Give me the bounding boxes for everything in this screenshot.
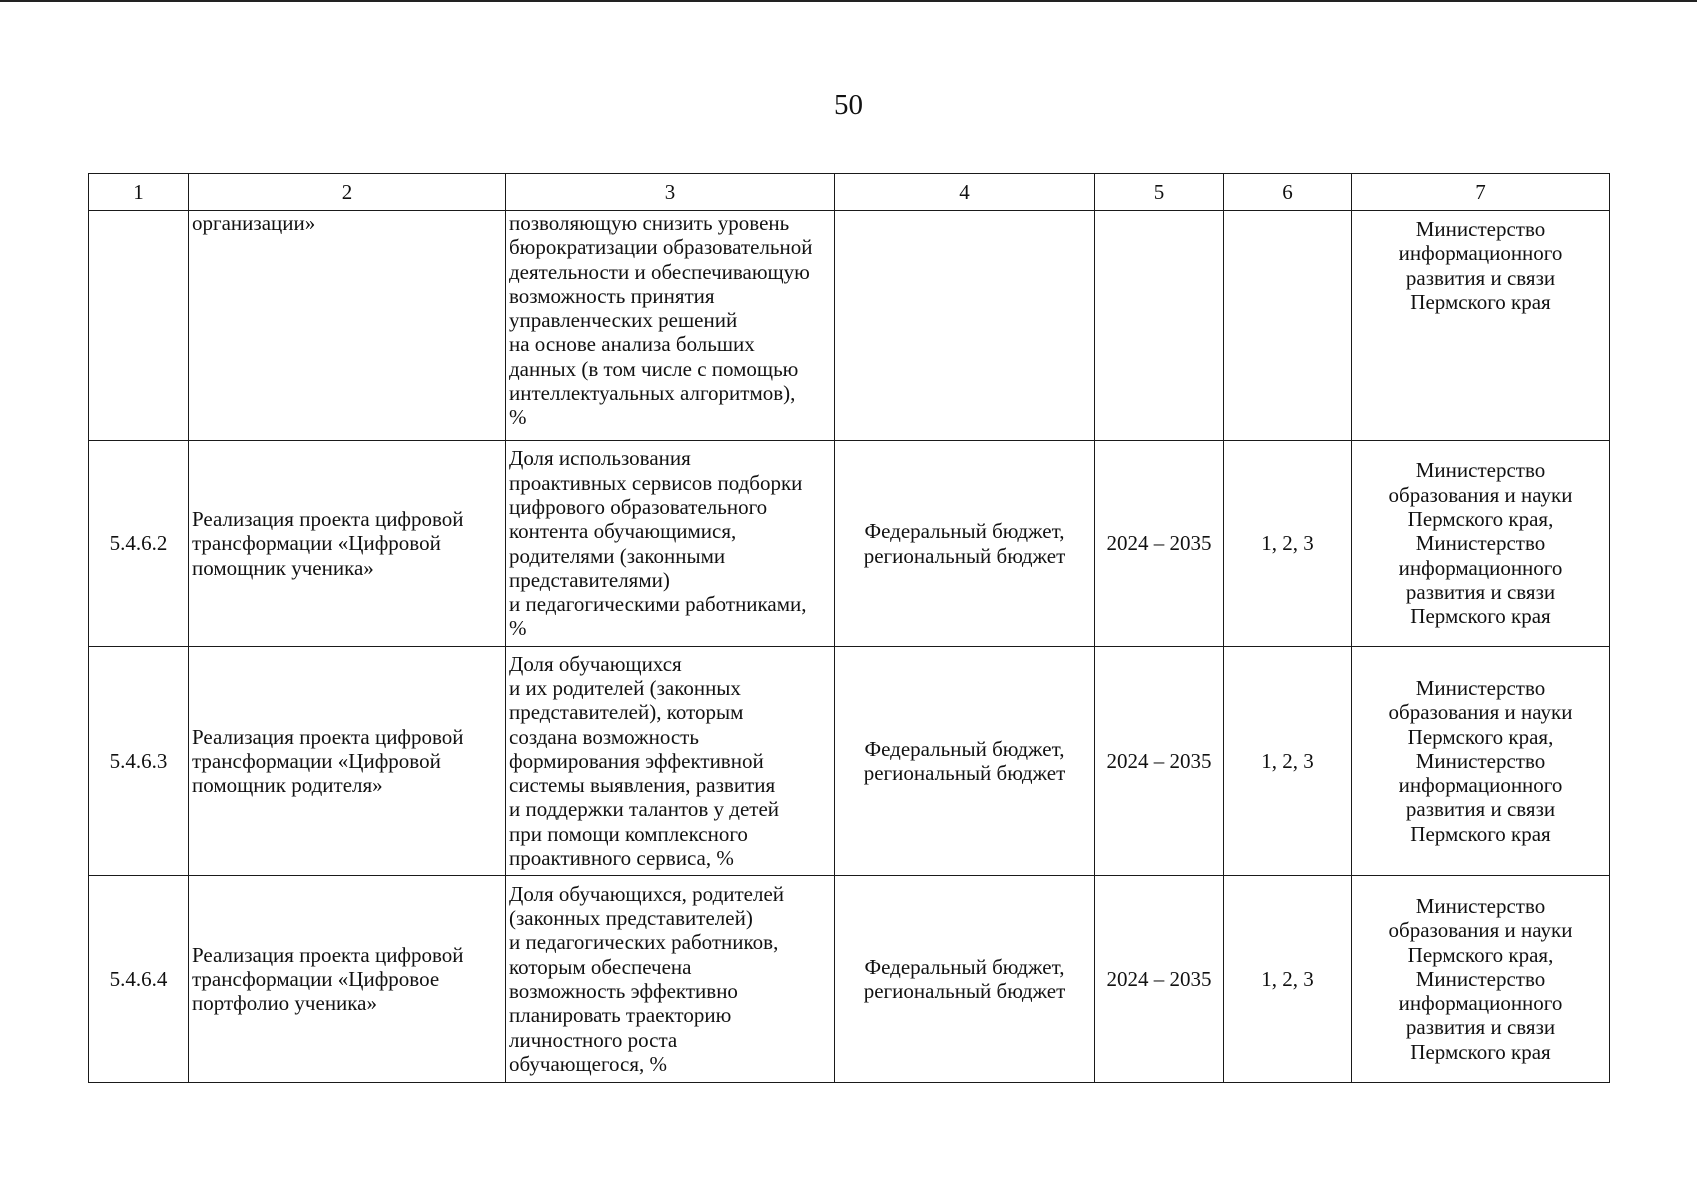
cell-tasks: 1, 2, 3	[1224, 647, 1352, 876]
cell-tasks	[1224, 211, 1352, 441]
table-row	[89, 647, 1610, 876]
cell-number	[89, 211, 189, 441]
cell-responsible: Министерство образования и науки Пермского края, Министерство информационного развития и связи Пермского края	[1352, 647, 1610, 876]
cell-period: 2024 – 2035	[1095, 647, 1224, 876]
column-header: 6	[1224, 174, 1352, 211]
cell-tasks: 1, 2, 3	[1224, 876, 1352, 1083]
page-top-border	[0, 0, 1697, 2]
cell-period: 2024 – 2035	[1095, 441, 1224, 647]
column-header: 7	[1352, 174, 1610, 211]
cell-number: 5.4.6.2	[89, 441, 189, 647]
cell-funding-source	[835, 211, 1095, 441]
cell-responsible: Министерство информационного развития и связи Пермского края	[1352, 211, 1610, 441]
column-header: 4	[835, 174, 1095, 211]
cell-period	[1095, 211, 1224, 441]
cell-number: 5.4.6.4	[89, 876, 189, 1083]
column-header: 2	[189, 174, 506, 211]
cell-number: 5.4.6.3	[89, 647, 189, 876]
column-header: 1	[89, 174, 189, 211]
cell-period: 2024 – 2035	[1095, 876, 1224, 1083]
table-row	[89, 441, 1610, 647]
cell-indicator: Доля обучающихся, родителей (законных представителей) и педагогических работников, которым обеспечена возможность эффективно планировать траекторию личностного роста обучающегося, %	[506, 876, 835, 1083]
cell-funding-source: Федеральный бюджет, региональный бюджет	[835, 647, 1095, 876]
cell-event-name: Реализация проекта цифровой трансформации «Цифровой помощник родителя»	[189, 647, 506, 876]
cell-event-name: Реализация проекта цифровой трансформации «Цифровой помощник ученика»	[189, 441, 506, 647]
cell-responsible: Министерство образования и науки Пермского края, Министерство информационного развития и связи Пермского края	[1352, 441, 1610, 647]
cell-responsible: Министерство образования и науки Пермского края, Министерство информационного развития и связи Пермского края	[1352, 876, 1610, 1083]
column-header: 3	[506, 174, 835, 211]
cell-funding-source: Федеральный бюджет, региональный бюджет	[835, 876, 1095, 1083]
table-row	[89, 211, 1610, 441]
cell-indicator: Доля использования проактивных сервисов подборки цифрового образовательного контента обучающимися, родителями (законными представителями) и педагогическими работниками, %	[506, 441, 835, 647]
cell-indicator: позволяющую снизить уровень бюрократизации образовательной деятельности и обеспечивающую возможность принятия управленческих решений на основе анализа больших данных (в том числе с помощью интеллектуальных алгоритмов), %	[506, 211, 835, 441]
cell-tasks: 1, 2, 3	[1224, 441, 1352, 647]
table-header-row	[89, 174, 1610, 211]
cell-funding-source: Федеральный бюджет, региональный бюджет	[835, 441, 1095, 647]
column-header: 5	[1095, 174, 1224, 211]
cell-event-name: Реализация проекта цифровой трансформации «Цифровое портфолио ученика»	[189, 876, 506, 1083]
cell-indicator: Доля обучающихся и их родителей (законных представителей), которым создана возможность формирования эффективной системы выявления, развития и поддержки талантов у детей при помощи комплексного проактивного сервиса, %	[506, 647, 835, 876]
table-row	[89, 876, 1610, 1083]
cell-event-name: организации»	[189, 211, 506, 441]
program-table	[88, 173, 1610, 1083]
page-number: 50	[834, 89, 863, 121]
